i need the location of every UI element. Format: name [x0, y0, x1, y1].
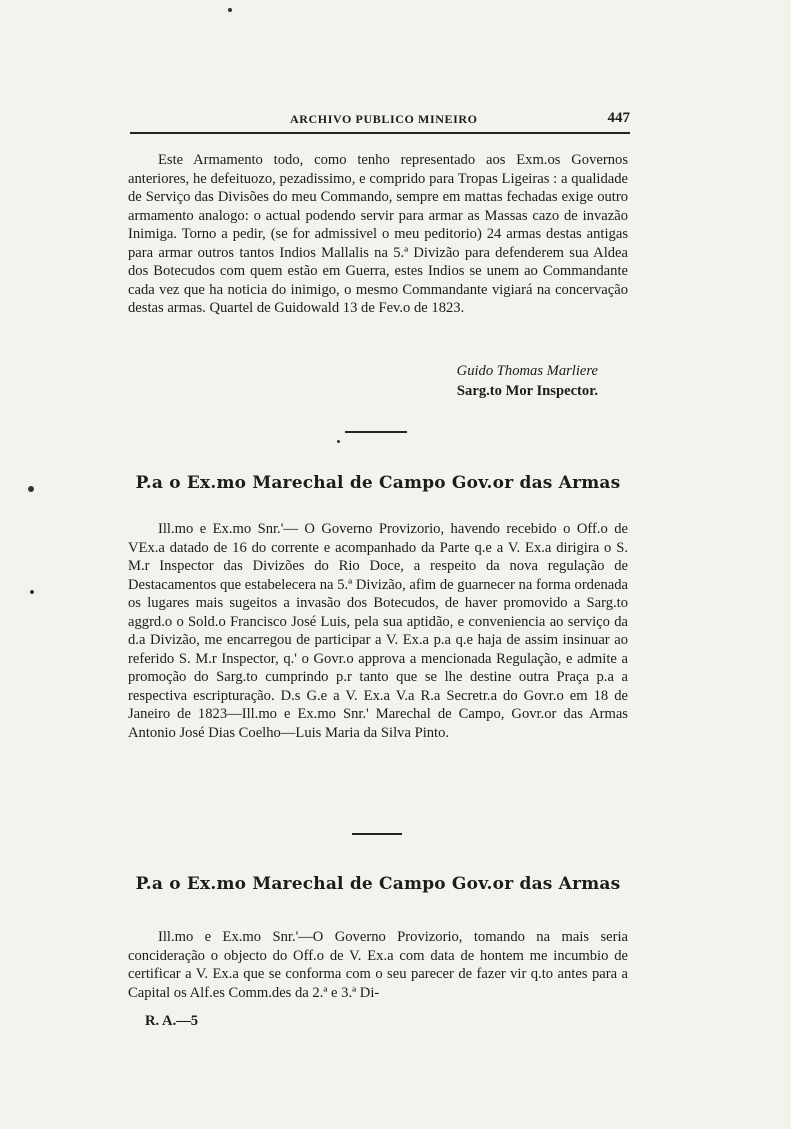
letter-3-body: Ill.mo e Ex.mo Snr.'—O Governo Provizorio, tomando na mais seria concideração o objecto do Off.o de V. Ex.a com data de hontem me incumbio de certificar a V. Ex.a que se conforma com o seu parecer de fazer vir q.to antes para a Capital os Alf.es Comm.des da 2.ª e 3.ª Di-	[128, 929, 628, 1001]
letter-2-heading: P.a o Ex.mo Marechal de Campo Gov.or das Armas	[135, 473, 621, 493]
header-rule	[130, 132, 630, 134]
letter-2-body: Ill.mo e Ex.mo Snr.'— O Governo Provizorio, havendo recebido o Off.o de VEx.a datado de 16 do corrente e acompanhado da Parte q.e a V. Ex.a dirigira o S. M.r Inspector das Divizões do Rio Doce, a respeito da nova regulação de Destacamentos que estabelecera na 5.ª Divizão, afim de guarnecer na forma ordenada os lugares mais sugeitos a invasão dos Botecudos, de haver promovido a Sarg.to aggrd.o o Sold.o Francisco José Luis, pela sua aptidão, e conveniencia ao serviço da d.a Divizão, me encarregou de participar a V. Ex.a p.a q.e haja de assim insinuar ao referido S. M.r Inspector, q.' o Govr.o approva a mencionada Regulação, e admite a promoção do Sarg.to cumprindo p.r tanto que se lhe destine outra Praça p.a a respectiva escripturação. D.s G.e a V. Ex.a V.a R.a Secretr.a do Govr.o em 18 de Janeiro de 1823—Ill.mo e Ex.mo Snr.' Marechal de Campo, Govr.or das Armas Antonio José Dias Coelho—Luis Maria da Silva Pinto.	[128, 521, 628, 741]
signature-name: Guido Thomas Marliere	[456, 363, 598, 379]
scan-speck	[30, 590, 34, 594]
printer-signature: R. A.—5	[145, 1013, 199, 1029]
section-separator	[352, 833, 402, 835]
scan-speck	[228, 8, 232, 12]
letter-3-heading: P.a o Ex.mo Marechal de Campo Gov.or das Armas	[135, 874, 621, 894]
running-head	[130, 110, 630, 130]
page-number: 447	[607, 110, 630, 126]
running-head-title: ARCHIVO PUBLICO MINEIRO	[290, 112, 478, 126]
letter-1-body: Este Armamento todo, como tenho representado aos Exm.os Governos anteriores, he defeituozo, pezadissimo, e comprido para Tropas Ligeiras : a qualidade de Serviço das Divisões do meu Commando, sempre em mattas fechadas exige outro armamento analogo: o actual podendo servir para armar as Massas cazo de invazão Inimiga. Torno a pedir, (se for admissivel o meu peditorio) 24 armas destas antigas para armar outros tantos Indios Mallalis na 5.ª Divizão para defenderem sua Aldea dos Botecudos com quem estão em Guerra, estes Indios se unem ao Commandante cada vez que ha noticia do inimigo, o mesmo Commandante vigiará na concervação destas armas. Quartel de Guidowald 13 de Fev.o de 1823.	[128, 152, 628, 316]
section-separator	[345, 431, 407, 433]
scan-speck	[337, 440, 340, 443]
scan-speck	[28, 486, 34, 492]
signature-title: Sarg.to Mor Inspector.	[456, 383, 598, 399]
